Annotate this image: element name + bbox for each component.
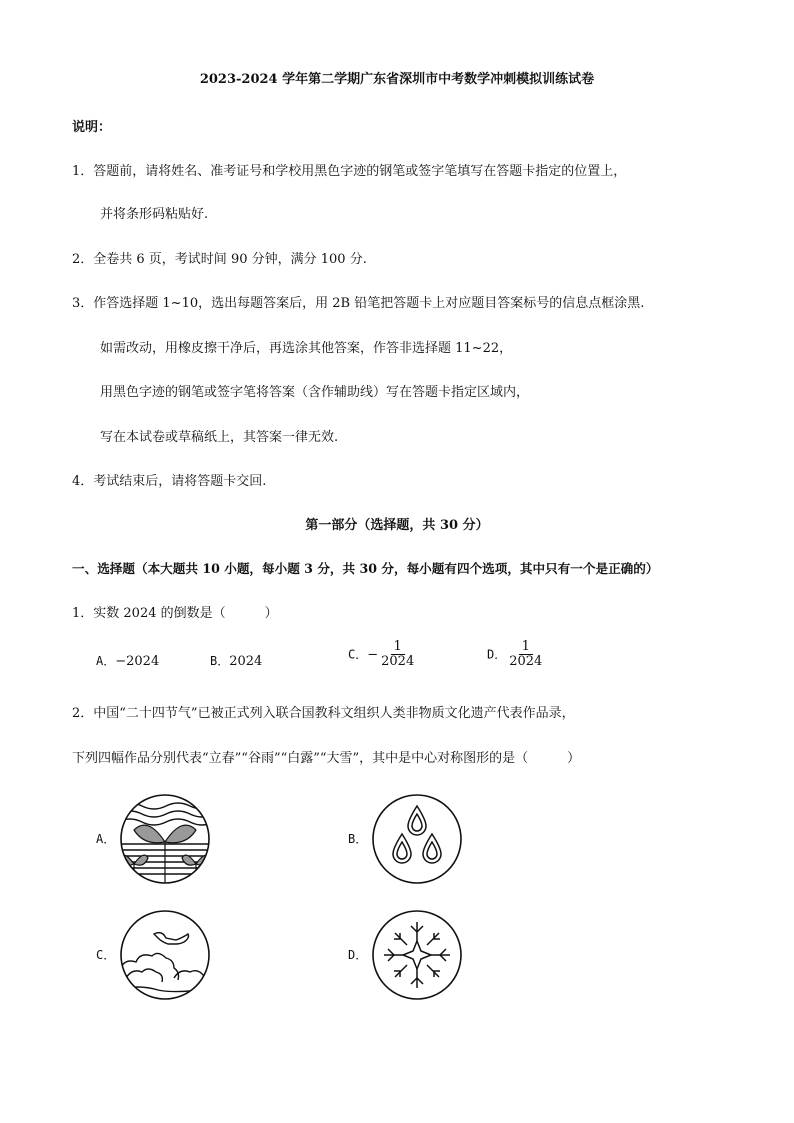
option-label: D．: [487, 647, 507, 662]
q2-option-c-label: C．: [96, 948, 116, 962]
q1-option-b: [210, 652, 262, 669]
instruction-line: 1．答题前，请将姓名、准考证号和学校用黑色字迹的钢笔或签字笔填写在答题卡指定的位置上，: [72, 164, 627, 179]
q1-option-c: [348, 640, 417, 670]
option-sign: −: [367, 647, 379, 663]
denominator: 2024: [509, 654, 543, 670]
option-value: −2024: [115, 654, 160, 669]
q2-option-d-label: D．: [348, 948, 368, 962]
instruction-line: 写在本试卷或草稿纸上，其答案一律无效.: [100, 430, 339, 445]
q2-line2: 下列四幅作品分别代表“立春”“谷雨”“白露”“大雪”，其中是中心对称图形的是（ ）: [72, 751, 581, 766]
rain-drops-icon: [370, 792, 464, 886]
exam-title: 2023-2024 学年第二学期广东省深圳市中考数学冲刺模拟训练试卷: [199, 72, 595, 87]
fraction: [506, 640, 545, 670]
q2-option-b-label: B．: [348, 832, 368, 846]
option-value: 2024: [229, 654, 263, 669]
numerator: 1: [391, 640, 405, 655]
q1-option-a: [96, 652, 159, 669]
spring-sprouts-icon: [118, 792, 212, 886]
note-heading: 说明：: [72, 120, 112, 135]
option-label: B．: [210, 654, 230, 668]
q2-option-a-label: A．: [96, 832, 116, 846]
snowflake-icon: [370, 908, 464, 1002]
instruction-line: 2．全卷共 6 页，考试时间 90 分钟，满分 100 分.: [72, 252, 367, 267]
option-label: A．: [96, 654, 116, 668]
instruction-line: 4．考试结束后，请将答题卡交回.: [72, 474, 267, 489]
fraction: [378, 640, 417, 670]
denominator: 2024: [381, 654, 415, 670]
part-title: 第一部分（选择题，共 30 分）: [305, 518, 489, 533]
instruction-line: 3．作答选择题 1~10，选出每题答案后，用 2B 铅笔把答题卡上对应题目答案标号的信息点框涂黑.: [72, 296, 645, 311]
numerator: 1: [519, 640, 533, 655]
q1-stem: 1．实数 2024 的倒数是（ ）: [72, 606, 278, 621]
q2-line1: 2．中国“二十四节气”已被正式列入联合国教科文组织人类非物质文化遗产代表作品录，: [72, 706, 575, 721]
instruction-line: 如需改动，用橡皮擦干净后，再选涂其他答案，作答非选择题 11~22，: [100, 341, 513, 356]
option-label: C．: [348, 647, 368, 662]
instruction-line: 并将条形码粘贴好.: [100, 207, 209, 222]
q1-option-d: [487, 640, 545, 670]
section-heading: 一、选择题（本大题共 10 小题，每小题 3 分，共 30 分，每小题有四个选项，其中只有一个是正确的）: [72, 561, 659, 576]
bird-clouds-icon: [118, 908, 212, 1002]
instruction-line: 用黑色字迹的钢笔或签字笔将答案（含作辅助线）写在答题卡指定区域内，: [100, 385, 530, 400]
